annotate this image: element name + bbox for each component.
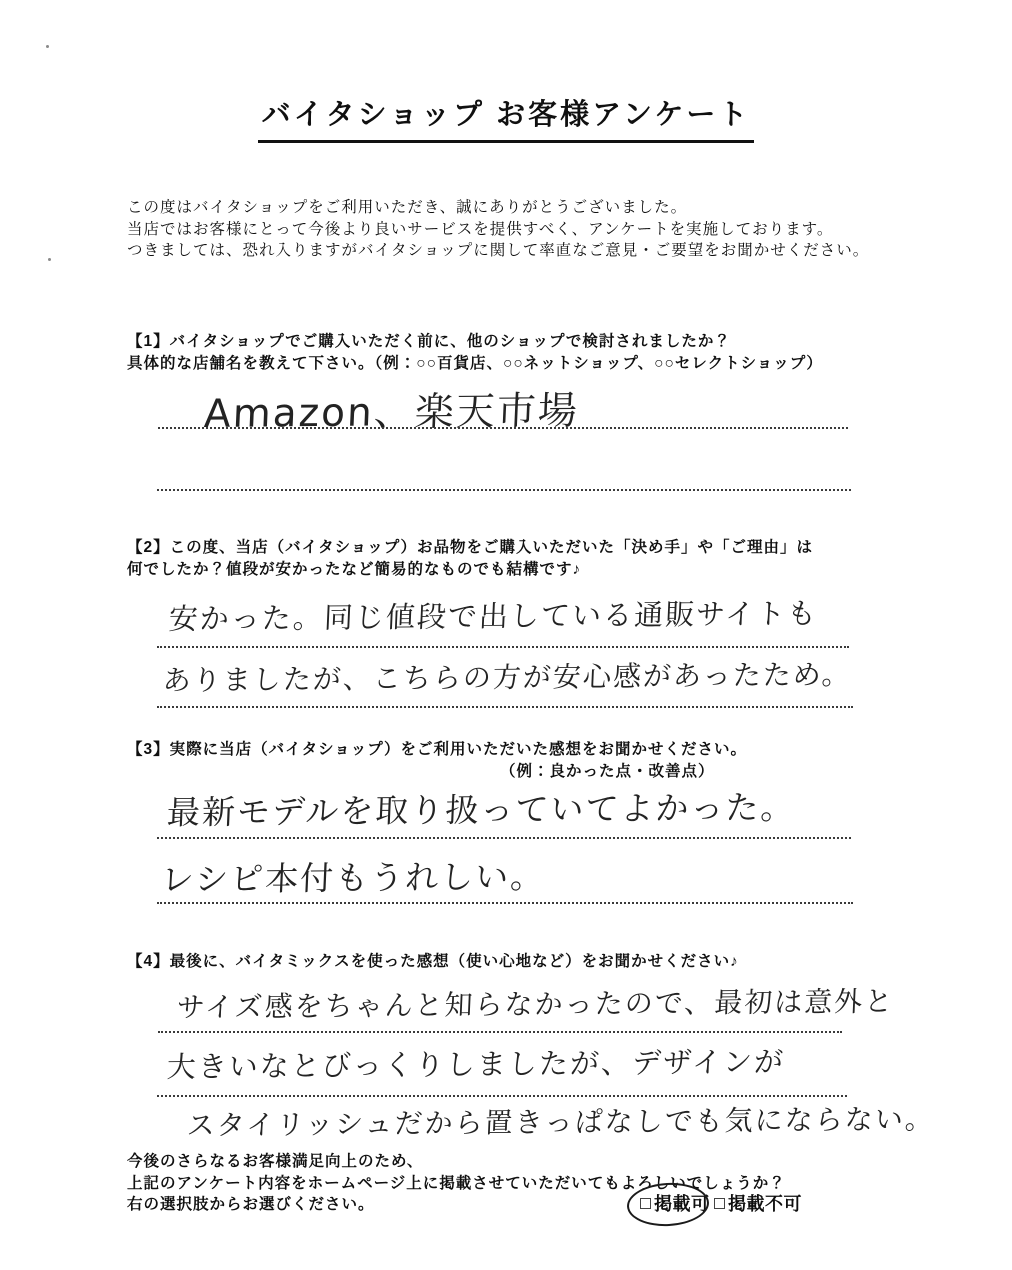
answer-dotted-line <box>157 837 851 839</box>
publish-ng-label: 掲載不可 <box>728 1194 802 1214</box>
intro-line: つきましては、恐れ入りますがバイタショップに関して率直なご意見・ご要望をお聞かせください。 <box>127 242 870 259</box>
publish-ng-option <box>714 1190 802 1216</box>
question-4-handwritten-answer: 大きいなとびっくりしましたが、デザインが <box>166 1044 786 1085</box>
question-3-label <box>127 739 887 782</box>
intro-line: 当店ではお客様にとって今後より良いサービスを提供すべく、アンケートを実施しております。 <box>127 220 834 238</box>
answer-dotted-line <box>157 706 853 708</box>
answer-dotted-line <box>157 1095 847 1097</box>
scan-speck <box>46 45 49 48</box>
page-title: バイタショップ お客様アンケート <box>258 92 755 143</box>
question-1-line: 【1】バイタショップでご購入いただく前に、他のショップで検討されましたか？ <box>127 333 731 350</box>
scan-speck <box>48 258 51 261</box>
publish-ok-label: 掲載可 <box>654 1194 710 1214</box>
question-3-handwritten-answer: 最新モデルを取り扱っていてよかった。 <box>166 787 797 833</box>
question-2-label <box>127 537 887 580</box>
question-3-line: 【3】実際に当店（バイタショップ）をご利用いただいた感想をお聞かせください。 <box>127 741 747 758</box>
question-4-handwritten-answer: サイズ感をちゃんと知らなかったので、最初は意外と <box>176 984 896 1025</box>
question-3-handwritten-answer: レシピ本付もうれしい。 <box>160 856 547 900</box>
intro-line: この度はバイタショップをご利用いただき、誠にありがとうございました。 <box>127 199 688 216</box>
answer-dotted-line <box>158 1031 842 1033</box>
footer-line: 上記のアンケート内容をホームページ上に掲載させていただいてもよろしいでしょうか？ <box>127 1174 786 1192</box>
question-1-label <box>127 331 887 374</box>
question-1-line: 具体的な店舗名を教えて下さい。（例：○○百貨店、○○ネットショップ、○○セレクトショップ） <box>127 354 823 372</box>
answer-dotted-line <box>157 646 849 648</box>
question-4-line: 【4】最後に、バイタミックスを使った感想（使い心地など）をお聞かせください♪ <box>127 953 739 970</box>
footer-line: 今後のさらなるお客様満足向上のため、 <box>127 1153 424 1170</box>
checkbox-icon <box>714 1198 725 1209</box>
question-2-handwritten-answer: 安かった。同じ値段で出している通販サイトも <box>168 596 819 637</box>
answer-dotted-line <box>157 902 853 904</box>
intro-paragraph <box>127 197 872 262</box>
footer-line: 右の選択肢からお選びください。 <box>127 1196 375 1213</box>
question-2-line: 何でしたか？値段が安かったなど簡易的なものでも結構です♪ <box>127 560 582 578</box>
answer-dotted-line <box>158 427 848 429</box>
question-1-handwritten-answer: Amazon、楽天市場 <box>203 388 580 438</box>
question-2-line: 【2】この度、当店（バイタショップ）お品物をご購入いただいた「決め手」や「ご理由」は <box>127 539 813 556</box>
question-2-handwritten-answer: ありましたが、こちらの方が安心感があったため。 <box>162 657 853 698</box>
question-4-label <box>127 951 887 973</box>
question-4-handwritten-answer: スタイリッシュだから置きっぱなしでも気にならない。 <box>186 1102 936 1143</box>
answer-dotted-line <box>157 489 851 491</box>
question-3-example: （例：良かった点・改善点） <box>500 762 715 780</box>
title-row <box>0 92 1012 143</box>
